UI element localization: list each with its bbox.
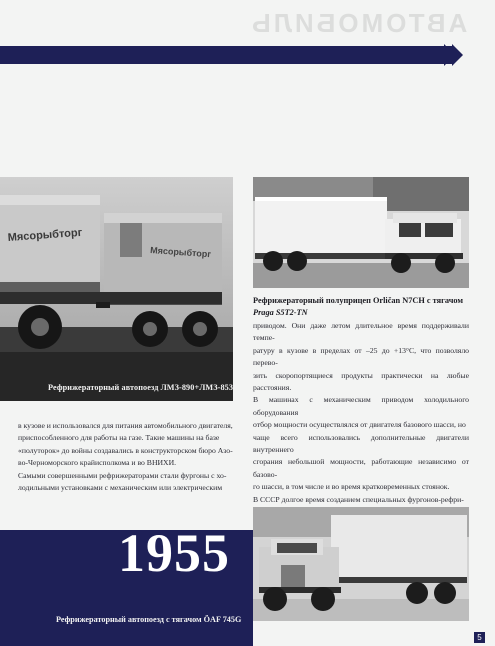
text-line: го шасси, в том числе и во время кратковременных стоянок. bbox=[253, 482, 450, 492]
text-line: В машинах с механическим приводом холодильного оборудования bbox=[253, 395, 469, 417]
year-heading: 1955 bbox=[118, 523, 230, 583]
chevron-arrows bbox=[444, 44, 463, 66]
caption-oaf-road-train: Рефрижераторный автопоезд с тягачом ÖAF 745G bbox=[56, 615, 242, 624]
caption-orlican-line-1: Рефрижераторный полуприцеп Orličan N7CH с тягачом bbox=[253, 296, 464, 305]
text-line: сгорания небольшой мощности, работающие независимо от базово- bbox=[253, 457, 469, 479]
header-band bbox=[0, 0, 495, 44]
text-line: во-Черноморского крайисполкома и во ВНИХИ. bbox=[18, 458, 177, 468]
text-line: «полуторок» до войны создавались в конструкторском бюро Азо- bbox=[18, 445, 233, 455]
text-line: зить скоропортящиеся продукты практически на любые расстояния. bbox=[253, 370, 469, 393]
text-line: в кузове и использовался для питания автомобильного двигателя, bbox=[18, 421, 233, 430]
text-line: отбор мощности осуществлялся от двигателя базового шасси, но bbox=[253, 420, 466, 430]
photo-oaf-745g bbox=[253, 507, 469, 621]
left-text-column bbox=[18, 420, 234, 494]
text-line: лодильными установками с механическим или электрическим bbox=[18, 483, 223, 493]
text-line: приспособленного для работы на газе. Такие машины на базе bbox=[18, 433, 220, 443]
caption-orlican-line-2: Praga S5T2-TN bbox=[253, 308, 308, 317]
page-number: 5 bbox=[474, 632, 485, 643]
caption-lmz-road-train: Рефрижераторный автопоезд ЛМЗ-890+ЛМЗ-853 bbox=[48, 383, 234, 392]
header-navy-bar bbox=[0, 46, 452, 64]
caption-orlican-praga bbox=[253, 295, 478, 319]
chevron-right-icon bbox=[452, 44, 463, 66]
ghost-title: АВТОМОБИЛЬ bbox=[248, 8, 467, 38]
trailer-lettering-rear: Мясорыбторг bbox=[149, 245, 212, 260]
text-line: Самыми совершенными рефрижераторами стали фургоны с хо- bbox=[18, 470, 227, 480]
text-line: чаще всего использовались дополнительные двигатели внутреннего bbox=[253, 432, 469, 455]
photo-lmz-road-train bbox=[0, 177, 233, 401]
photo-orlican-praga bbox=[253, 177, 469, 288]
text-line: ратуру в кузове в пределах от –25 до +13°С, что позволяло перево- bbox=[253, 345, 469, 368]
trailer-lettering-front: Мясорыбторг bbox=[7, 226, 83, 244]
text-line: В СССР долгое время созданием специальных фургонов-рефри- bbox=[253, 494, 464, 504]
text-line: приводом. Они даже летом длительное время поддерживали темпе- bbox=[253, 321, 469, 343]
